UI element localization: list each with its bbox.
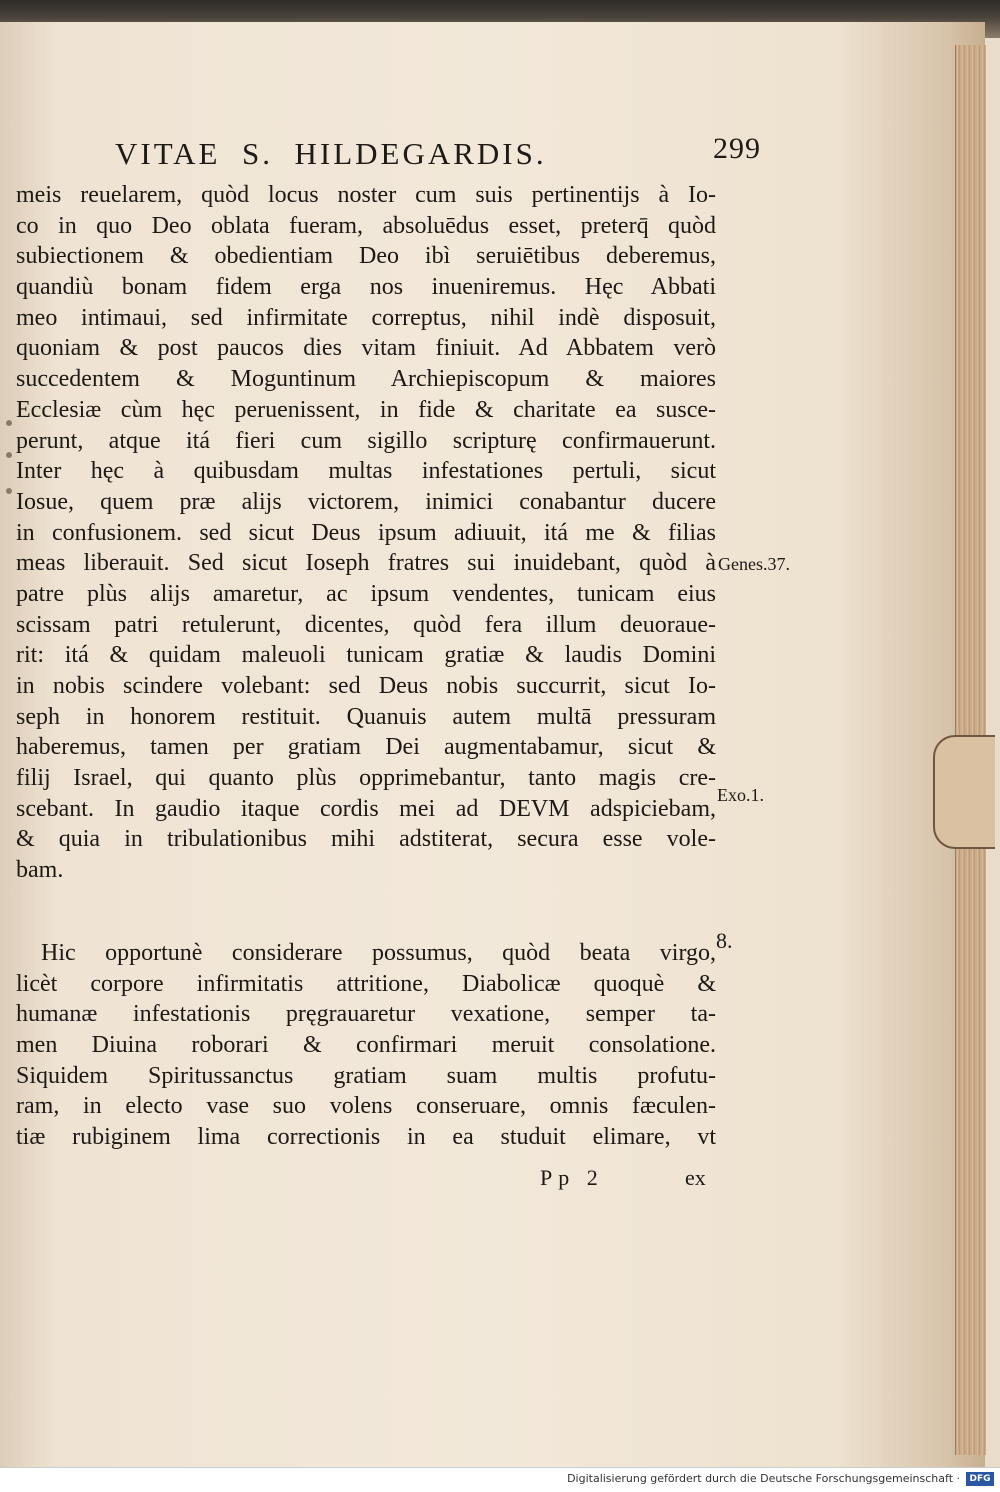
margin-mark: [6, 420, 12, 426]
text-line: & quia in tribulationibus mihi adstiterat, secura esse vole-: [16, 826, 716, 853]
text-line: scebant. In gaudio itaque cordis mei ad DEVM adspiciebam,: [16, 795, 716, 822]
text-line: bam.: [16, 857, 64, 884]
text-block: [16, 180, 716, 1153]
credit-bar: [0, 1467, 1000, 1492]
text-line: seph in honorem restituit. Quanuis autem multā pressuram: [16, 703, 716, 730]
page-number: 299: [713, 132, 761, 165]
text-line: subiectionem & obedientiam Deo ibì seruiētibus deberemus,: [16, 243, 716, 270]
text-line: filij Israel, qui quanto plùs opprimebantur, tanto magis cre-: [16, 765, 716, 792]
running-header: [115, 132, 765, 176]
text-line: humanæ infestationis pręgrauaretur vexatione, semper ta-: [16, 1001, 716, 1028]
marginal-reference-genesis: Genes.37.: [718, 554, 790, 574]
margin-mark: [6, 452, 12, 458]
text-line: Siquidem Spiritussanctus gratiam suam multis profutu-: [16, 1062, 716, 1089]
text-line: quoniam & post paucos dies vitam finiuit. Ad Abbatem verò: [16, 335, 716, 362]
text-line: licèt corpore infirmitatis attritione, Diabolicæ quoquè &: [16, 970, 716, 997]
text-line: Iosue, quem præ alijs victorem, inimici conabantur ducere: [16, 488, 716, 515]
text-line: men Diuina roborari & confirmari meruit consolatione.: [16, 1031, 716, 1058]
text-line: perunt, atque itá fieri cum sigillo scripturę confirmauerunt.: [16, 427, 716, 454]
text-line: meas liberauit. Sed sicut Ioseph fratres sui inuidebant, quòd à: [16, 550, 716, 577]
section-number: 8.: [716, 928, 733, 953]
text-line: Ecclesiæ cùm hęc peruenissent, in fide & charitate ea susce-: [16, 396, 716, 423]
text-line: succedentem & Moguntinum Archiepiscopum & maiores: [16, 366, 716, 393]
text-line: tiæ rubiginem lima correctionis in ea studuit elimare, vt: [16, 1123, 716, 1150]
text-line: in nobis scindere volebant: sed Deus nobis succurrit, sicut Io-: [16, 673, 716, 699]
thumb-index-notch: [933, 735, 995, 849]
dfg-logo: DFG: [966, 1472, 994, 1486]
paragraph-gap: [16, 886, 716, 938]
text-line: patre plùs alijs amaretur, ac ipsum vendentes, tunicam eius: [16, 580, 716, 607]
printer-signature: Pp 2: [540, 1165, 604, 1190]
text-line: Inter hęc à quibusdam multas infestationes pertuli, sicut: [16, 458, 716, 485]
text-line: meis reuelarem, quòd locus noster cum suis pertinentijs à Io-: [16, 182, 716, 208]
header-title: VITAE S. HILDEGARDIS.: [115, 136, 547, 171]
text-line: ram, in electo vase suo volens conseruare, omnis fæculen-: [16, 1093, 716, 1120]
margin-mark: [6, 488, 12, 494]
text-line: quandiù bonam fidem erga nos inueniremus. Hęc Abbati: [16, 274, 716, 301]
text-line: scissam patri retulerunt, dicentes, quòd fera illum deuoraue-: [16, 611, 716, 638]
text-line: Hic opportunè considerare possumus, quòd beata virgo,: [41, 939, 716, 966]
marginal-reference-exodus: Exo.1.: [717, 785, 764, 805]
credit-text: Digitalisierung gefördert durch die Deutsche Forschungsgemeinschaft ·: [567, 1472, 960, 1485]
text-line: in confusionem. sed sicut Deus ipsum adiuuit, itá me & filias: [16, 519, 716, 546]
text-line: meo intimaui, sed infirmitate correptus, nihil indè disposuit,: [16, 304, 716, 331]
text-line: haberemus, tamen per gratiam Dei augmentabamur, sicut &: [16, 734, 716, 761]
catchword: ex: [685, 1165, 706, 1190]
text-line: co in quo Deo oblata fueram, absoluēdus esset, preterq̄ quòd: [16, 212, 716, 239]
text-line: rit: itá & quidam maleuoli tunicam gratiæ & laudis Domini: [16, 642, 716, 669]
